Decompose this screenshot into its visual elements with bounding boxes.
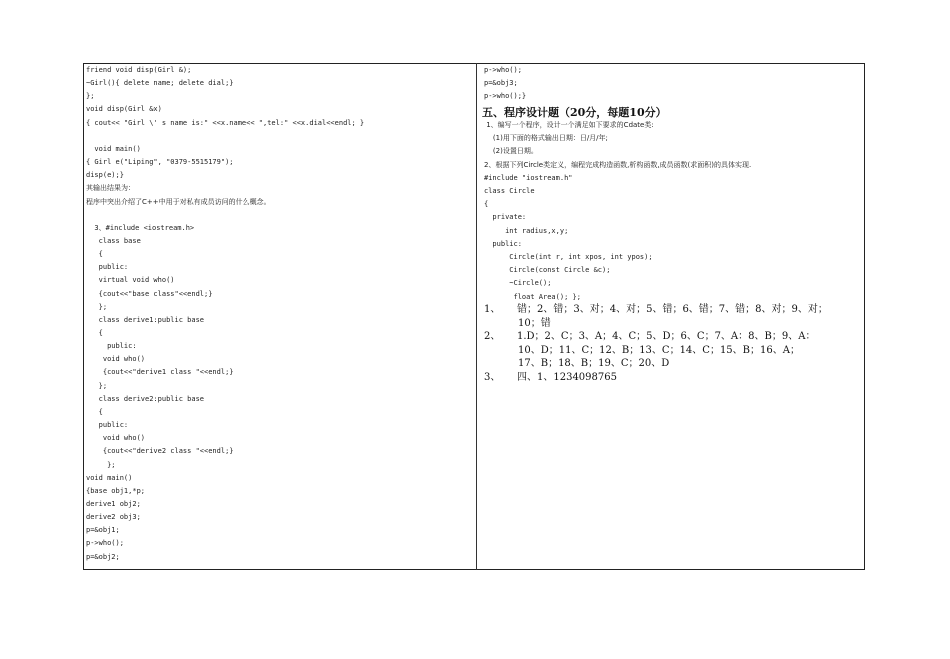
code-line: void main() [86,144,141,153]
code-line: public: [86,342,137,351]
code-line: {cout<<"derive2 class "<<endl;} [86,447,234,456]
code-line: class derive1:public base [86,315,205,324]
code-line: 3、#include <iostream.h> [86,223,195,232]
code-line: derive2 obj3; [86,513,141,522]
answer-text: 10、D；11、C；12、B；13、C；14、C；15、B；16、A； [518,344,800,356]
code-line: { [86,250,103,259]
section-heading: 五、程序设计题（20分，每题10分） [482,106,667,119]
question-line: private: [484,213,527,222]
question-line: Circle(int r, int xpos, int ypos); [484,253,653,261]
answer-number: 1、 [484,304,501,315]
code-line: { cout<< "Girl \' s name is:" <<x.name<< ",tel:" <<x.dial<<endl; } [86,118,365,127]
code-line: }; [86,460,116,469]
code-line: p=&obj1; [86,526,120,535]
code-line: class base [86,236,141,245]
code-line: ~Girl(){ delete name; delete dial;} [86,79,234,88]
code-line: {cout<<"derive1 class "<<endl;} [86,368,234,377]
answer-text: 错；2、错；3、对；4、对；5、错；6、错；7、错；8、对；9、对； [517,304,828,315]
code-line: }; [86,302,108,311]
code-line: void who() [86,434,146,443]
answer-number: 3、 [484,371,501,383]
code-line: }; [86,92,95,101]
code-line: p=&obj2; [86,552,120,561]
code-line: p->who(); [86,539,124,548]
code-line: }; [86,381,108,390]
code-line: friend void disp(Girl &); [86,66,192,74]
code-line: {base obj1,*p; [86,486,146,495]
question-line: Circle(const Circle &c); [484,266,611,275]
question-line: int radius,x,y; [484,226,569,235]
question-line: class Circle [484,187,535,195]
question-line: 2、根据下列Circle类定义，编程完成构造函数,析构函数,成员函数(求面积)的具体实现. [484,160,752,169]
code-line: {cout<<"base class"<<endl;} [86,289,213,298]
question-line: { [484,200,489,209]
code-line: 程序中突出介绍了C++中用于对私有成员访问的什么概念。 [86,197,271,206]
answer-text: 10；错 [518,317,551,329]
answer-number: 2、 [484,331,501,342]
question-line: float Area(); }; [484,292,581,301]
code-line: class derive2:public base [86,394,205,403]
code-line: { [86,407,103,416]
question-line: public: [484,239,522,248]
code-line: void who() [86,355,146,364]
code-line: public: [86,421,129,430]
answer-text: 17、B；18、B；19、C；20、D [518,358,670,369]
code-line: void main() [86,473,133,482]
code-line: p=&obj3; [484,79,518,87]
code-line: public: [86,263,129,272]
answer-text: 1.D；2、C；3、A；4、C；5、D；6、C；7、A：8、B；9、A： [517,331,816,342]
code-line: p->who(); [484,66,522,74]
code-line: void disp(Girl &x) [86,105,162,114]
question-line: 1、编写一个程序，设计一个满足如下要求的Cdate类: [484,121,654,129]
code-line: derive1 obj2; [86,499,141,508]
code-line: 其输出结果为： [86,184,135,193]
question-line: (1)用下面的格式输出日期：日/月/年; [484,134,608,143]
answer-text: 四、1、1234098765 [517,371,617,383]
column-divider [476,63,477,570]
code-line: { Girl e("Liping", "0379-5515179"); [86,158,234,167]
code-line: disp(e);} [86,171,124,180]
code-line: { [86,329,103,337]
question-line: #include "iostream.h" [484,173,573,182]
question-line: ~Circle(); [484,279,552,288]
question-line: (2)设置日期。 [484,147,538,156]
code-line: p->who();} [484,92,527,100]
code-line: virtual void who() [86,276,175,285]
